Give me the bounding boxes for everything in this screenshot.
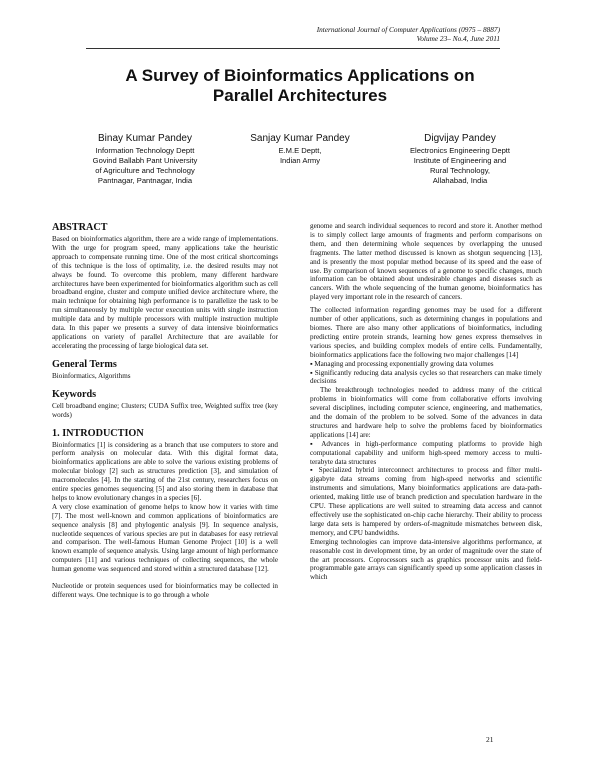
author-affiliation-line: Rural Technology,	[429, 166, 491, 175]
author-affiliation-line: Pantnagar, Pantnagar, India	[97, 176, 193, 185]
author-affiliation-line: E.M.E Deptt,	[278, 146, 322, 155]
author-affiliation-line: Information Technology Deptt	[95, 146, 195, 155]
intro-paragraph: Bioinformatics [1] is considering as a branch that use computers to store and perform analysis on molecular data. With this digital format data, bioinformatics applications are able to solve the various existing problems of molecular biology [2] such as structures prediction [3], and simulation of macromolecules [4]. In the starting of the 21st century, researchers focus on entire species genomes sequencing [5] and also storing them in database that helps to know evolutionary changes in a species [6].	[52, 440, 278, 502]
author-affiliation-line: of Agriculture and Technology	[95, 166, 195, 175]
author-affiliation-line: Electronics Engineering Deptt	[409, 146, 511, 155]
author-affiliation-line: Govind Ballabh Pant University	[92, 156, 198, 165]
general-terms-heading: General Terms	[52, 358, 117, 370]
author-3	[380, 132, 540, 186]
paper-title	[60, 66, 540, 106]
intro-paragraph: Nucleotide or protein sequences used for bioinformatics may be collected in different ways. One technique is to go through a whole	[52, 582, 278, 599]
body-paragraph: Emerging technologies can improve data-intensive algorithms performance, at reasonable cost in development time, by an order of magnitude over the state of the art processors. Coprocessors such as graphics processor units and field-programmable gate arrays can significantly speed up some application classes in which	[310, 537, 542, 582]
journal-name: International Journal of Computer Applications (0975 – 8887)	[316, 25, 500, 34]
header-rule	[86, 48, 500, 49]
keywords-heading: Keywords	[52, 388, 97, 400]
journal-volume: Volume 23– No.4, June 2011	[416, 34, 500, 43]
abstract-text: Based on bioinformatics algorithm, there are a wide range of implementations. With the urge for program speed, many applications take the heuristic approach to compensate running time. One of the most critical shortcomings of this technique is the loss of optimality, i.e. the desired results may not always be found. To overcome this problem, many different hardware architectures have been experimented for bioinformatics algorithm such as cell broadband engine, cluster and compute unified device architecture where, the main technique for obtaining high performance is to parallelize the task to be run simultaneously by multiple vector execution units with single instruction multiple data and by multiple processors with multiple instruction multiple data. In this paper we presents a survey of data intensive bioinformatics applications on variety of parallel Architecture that are available for accelerating the processing of large biological data set.	[52, 235, 278, 350]
body-paragraph: genome and search individual sequences to record and store it. Another method is to simply collect large amounts of fragments and perform comparisons on them, and then determining whole sequences by overlapping the unused fragments. The latter method discussed is known as shotgun sequencing [13], and is presently the most popular method because of its speed and the ease of use. By comparison of known sequences of a genome to specific changes, much information can be obtained about undesirable changes and diseases such as cancers. With the whole sequencing of the human genome, bioinformatics has played very important role in the research of cancers.	[310, 222, 542, 302]
introduction-heading: 1. INTRODUCTION	[52, 427, 144, 439]
bullet-item: ▪ Significantly reducing data analysis cycles so that researchers can make timely decisions	[310, 368, 542, 386]
journal-header	[317, 25, 500, 43]
bullet-item: ▪ Advances in high-performance computing platforms to provide high computational capability and uniform high-speed memory access to multi-terabyte data structures	[310, 439, 542, 466]
title-line-2: Parallel Architectures	[212, 86, 388, 105]
general-terms-text: Bioinformatics, Algorithms	[52, 371, 131, 380]
title-line-1: A Survey of Bioinformatics Applications on	[125, 66, 475, 85]
body-paragraph: The breakthrough technologies needed to address many of the critical problems in bioinformatics will come from collaborative efforts involving several disciplines, including computer science, engineering, and mathematics, and the domain of the problem to be solved. Some of the advances in data structures and hardware help to solve the problems faced by bioinformatics applications [14] are:	[310, 386, 542, 439]
bullet-item: ▪ Managing and processing exponentially growing data volumes	[310, 359, 494, 368]
author-1	[60, 132, 230, 186]
page-number: 21	[486, 735, 494, 744]
author-affiliation-line: Allahabad, India	[432, 176, 488, 185]
author-name: Binay Kumar Pandey	[98, 133, 192, 144]
keywords-text: Cell broadband engine; Clusters; CUDA Suffix tree, Weighted suffix tree (key words)	[52, 401, 278, 419]
left-column	[52, 222, 278, 600]
right-column	[310, 222, 542, 582]
author-affiliation-line: Indian Army	[279, 156, 321, 165]
author-name: Sanjay Kumar Pandey	[250, 133, 350, 144]
intro-paragraph: A very close examination of genome helps to know how it varies with time [7]. The most well-known and common applications of bioinformatics are sequence analysis [8] and phylogentic analysis [9]. In sequence analysis, nucleotide sequences of various species are put in databases for easy retrieval and comparison. The well-famous Human Genome Project [10] is a well known example of sequence analysis. Using large amount of high performance computers [11] and various techniques of collecting sequences, the whole human genome was sequenced and stored within a structured database [12].	[52, 502, 278, 574]
abstract-heading: ABSTRACT	[52, 222, 108, 233]
author-affiliation-line: Institute of Engineering and	[413, 156, 507, 165]
bullet-item: ▪ Specialized hybrid interconnect architectures to process and filter multi-gigabyte data streams coming from high-speed networks and scientific instruments and simulations, Many bioinformatics applications are data-path-oriented, making little use of branch prediction and speculation hardware in the CPU. These applications are well suited to streaming data access and cannot effectively use the sophisticated on-chip cache hierarchy. Their ability to process large data sets is hampered by orders-of-magnitude mismatches between disk, memory, and CPU bandwidths.	[310, 466, 542, 537]
author-name: Digvijay Pandey	[424, 133, 496, 144]
author-2	[220, 132, 380, 166]
body-paragraph: The collected information regarding genomes may be used for a different number of other applications, such as determining changes in populations and biomes. There are also many other applications of bioinformatics, including predicting entire protein strands, learning how genes express themselves in various species, and building complex models of entire cells. Fundamentally, bioinformatics applications face the following two major challenges [14]	[310, 306, 542, 359]
